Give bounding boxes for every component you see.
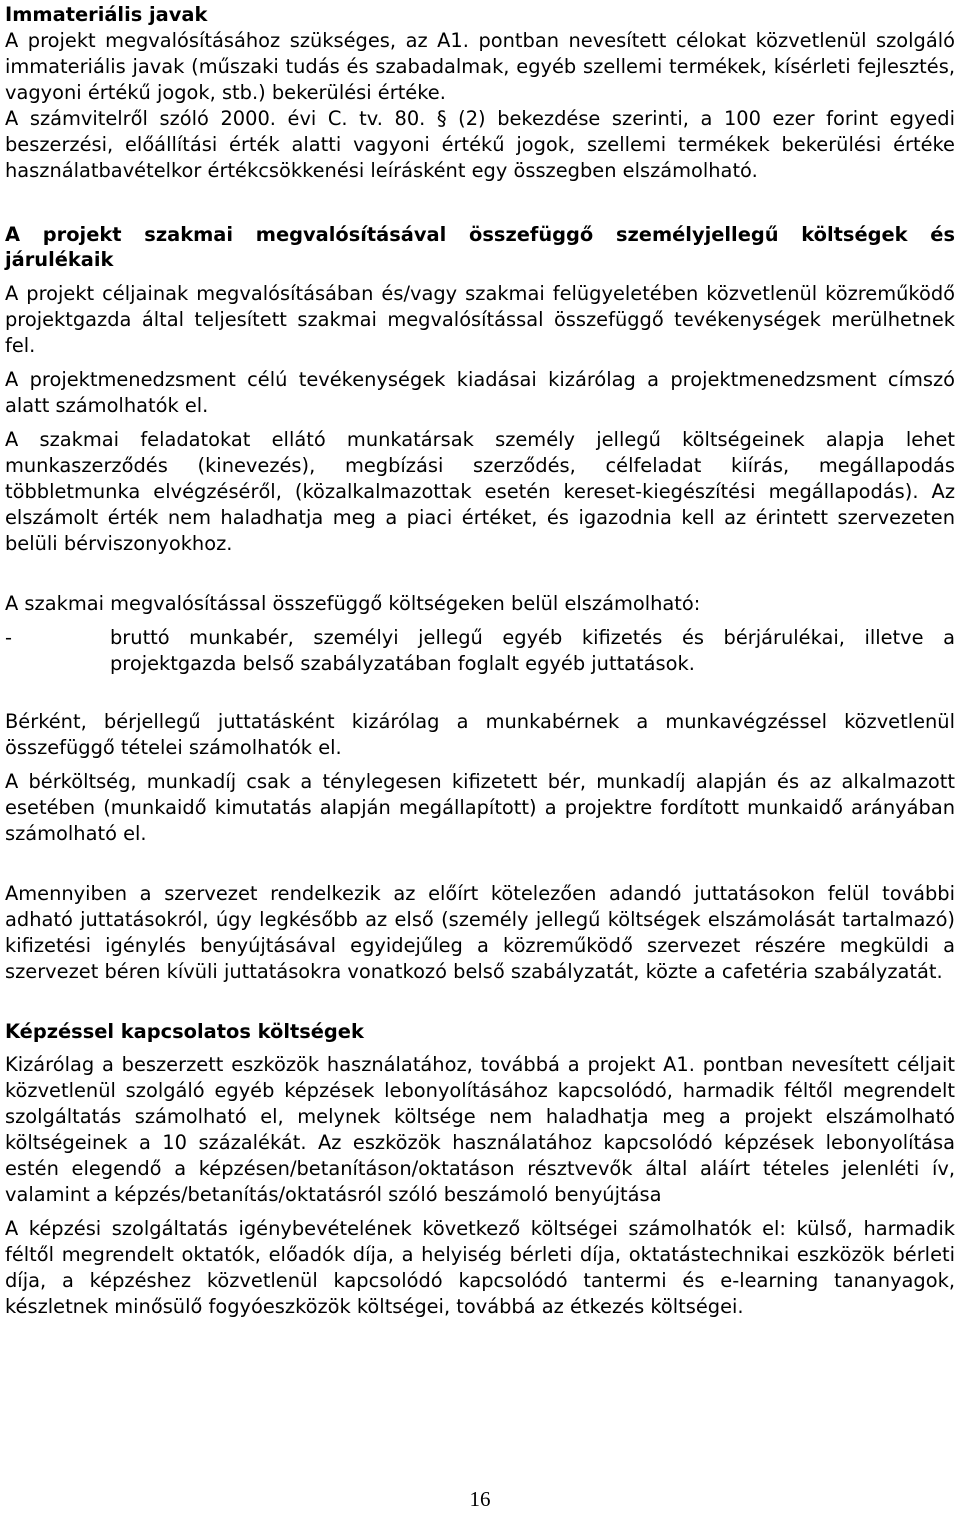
paragraph: Bérként, bérjellegű juttatásként kizárólag a munkabérnek a munkavégzéssel közvetlenül összefüggő tételei számolhatók el. — [5, 709, 955, 759]
page-number: 16 — [469, 1487, 491, 1511]
list-bullet: - — [5, 625, 12, 649]
paragraph: A projekt céljainak megvalósításában és/vagy szakmai felügyeletében közvetlenül közreműködő projektgazda által teljesített szakmai megvalósítással összefüggő tevékenységek merülhetnek fel. — [5, 281, 955, 357]
paragraph: A szakmai megvalósítással összefüggő költségeken belül elszámolható: — [5, 591, 701, 615]
list-item — [5, 625, 955, 677]
section-heading-immaterial: Immateriális javak — [5, 3, 208, 26]
paragraph: A projektmenedzsment célú tevékenységek kiadásai kizárólag a projektmenedzsment címszó alatt számolhatók el. — [5, 367, 955, 417]
list-item-text: bruttó munkabér, személyi jellegű egyéb kifizetés és bérjárulékai, illetve a projektgazda belső szabályzatában foglalt egyéb juttatások. — [110, 625, 955, 675]
section-heading-personnel: A projekt szakmai megvalósításával összefüggő személyjellegű költségek és járulékaik — [5, 222, 955, 271]
paragraph-part: Az elszámolt érték nem haladhatja meg a piaci értéket, és igazodnia kell az érintett szervezeten belüli bérviszonyokhoz. — [5, 479, 956, 555]
document-page — [5, 2, 955, 1320]
paragraph: Amennyiben a szervezet rendelkezik az előírt kötelezően adandó juttatásokon felül további adható juttatásokról, úgy legkésőbb az első (személy jellegű költségek elszámolását tartalmazó) kifizetési igénylés benyújtásával egyidejűleg a közreműködő szervezet részére megküldi a szervezet béren kívüli juttatásokra vonatkozó belső szabályzatát, közte a cafetéria szabályzatát. — [5, 881, 955, 983]
paragraph: A számvitelről szóló 2000. évi C. tv. 80. § (2) bekezdése szerinti, a 100 ezer forint egyedi beszerzési, előállítási érték alatti vagyoni értékű jogok, szellemi termékek bekerülési értéke használatbavételkor értékcsökkenési leírásként egy összegben elszámolható. — [5, 106, 955, 182]
paragraph-part: A szakmai feladatokat ellátó munkatársak személy jellegű költségeinek alapja lehet munkaszerződés (kinevezés), megbízási szerződés, célfeladat kiírás, megállapodás többletmunka elvégzéséről, (közalkalmazottak esetén kereset-kiegészítési megállapodás). — [5, 427, 955, 503]
paragraph: Kizárólag a beszerzett eszközök használatához, továbbá a projekt A1. pontban nevesített céljait közvetlenül szolgáló egyéb képzések lebonyolításához kapcsolódó, harmadik féltől megrendelt szolgáltatás számolható el, melynek költsége nem haladhatja meg a projekt elszámolható költségeinek a 10 százalékát. Az eszközök használatához kapcsolódó képzések lebonyolítása estén elegendő a képzésen/betanításon/oktatáson résztvevők által aláírt tételes jelenléti ív, valamint a képzés/betanítás/oktatásról szóló beszámoló benyújtása — [5, 1053, 955, 1206]
paragraph: A bérköltség, munkadíj csak a ténylegesen kifizetett bér, munkadíj alapján és az alkalmazott esetében (munkaidő kimutatás alapján megállapított) a projektre fordított munkaidő arányában számolható el. — [5, 769, 955, 845]
section-heading-training: Képzéssel kapcsolatos költségek — [5, 1019, 364, 1043]
paragraph: A projekt megvalósításához szükséges, az A1. pontban nevesített célokat közvetlenül szolgáló immateriális javak (műszaki tudás és szabadalmak, egyéb szellemi termékek, kísérleti fejlesztés, vagyoni értékű jogok, stb.) bekerülési értéke. — [5, 28, 955, 104]
paragraph: A képzési szolgáltatás igénybevételének következő költségei számolhatók el: külső, harmadik féltől megrendelt oktatók, előadók díja, a helyiség bérleti díja, oktatástechnikai eszközök bérleti díja, a képzéshez közvetlenül kapcsolódó kapcsolódó tantermi és e-learning tananyagok, készletnek minősülő fogyóeszközök költségei, továbbá az étkezés költségei. — [5, 1217, 955, 1318]
paragraph — [5, 427, 955, 557]
